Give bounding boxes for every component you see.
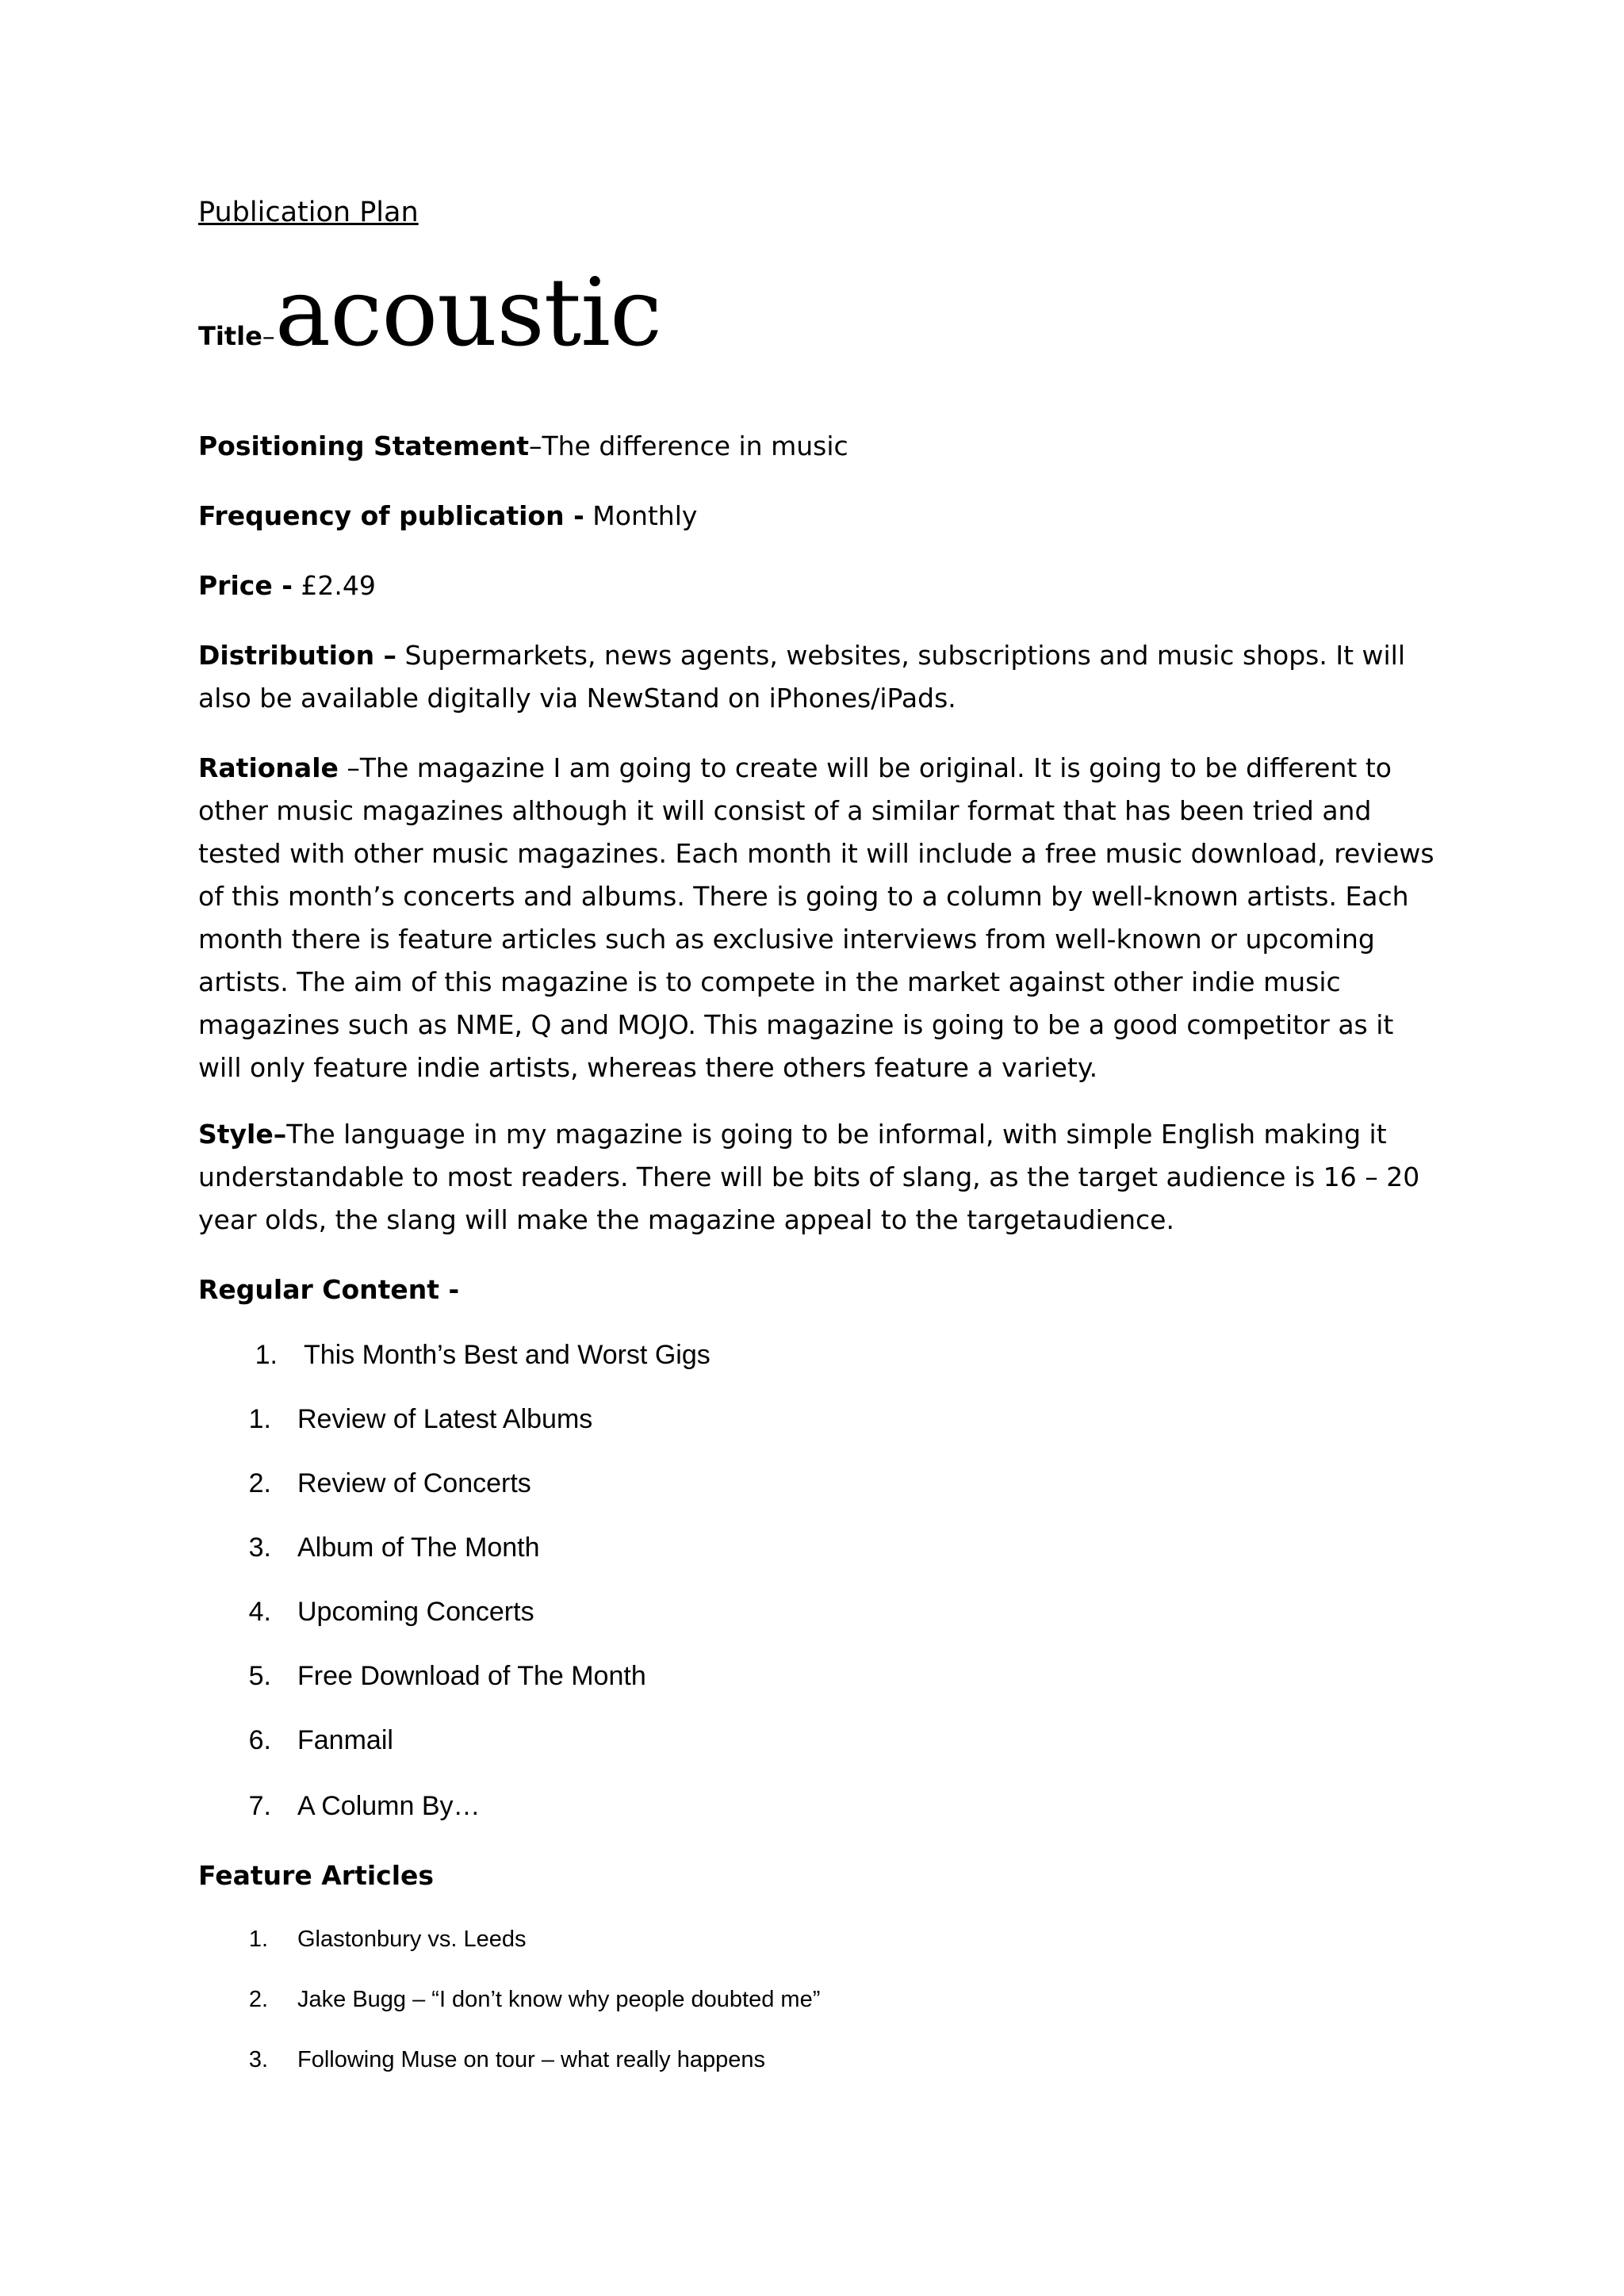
feature-articles-heading: Feature Articles bbox=[198, 1860, 435, 1891]
distribution-paragraph bbox=[198, 634, 1443, 720]
price-label: Price - bbox=[198, 570, 293, 601]
price-line bbox=[198, 564, 1443, 607]
magazine-title: acoustic bbox=[274, 258, 662, 367]
positioning-value: –The difference in music bbox=[528, 430, 848, 461]
distribution-value: Supermarkets, news agents, websites, subscriptions and music shops. It will also be available digitally via NewStand on iPhones/iPads. bbox=[198, 640, 1406, 714]
frequency-value: Monthly bbox=[584, 500, 698, 531]
positioning-statement bbox=[198, 425, 1443, 468]
rationale-label: Rationale bbox=[198, 752, 339, 783]
title-label: Title bbox=[198, 321, 262, 351]
style-value: The language in my magazine is going to be informal, with simple English making it understandable to most readers. There will be bits of slang, as the target audience is 16 – 20 year olds, the slang will make the magazine appeal to the targetaudience. bbox=[198, 1119, 1420, 1235]
frequency-label: Frequency of publication - bbox=[198, 500, 584, 531]
style-label: Style– bbox=[198, 1119, 287, 1150]
title-line bbox=[198, 258, 662, 367]
positioning-label: Positioning Statement bbox=[198, 430, 529, 461]
title-dash: – bbox=[262, 321, 275, 351]
price-value: £2.49 bbox=[292, 570, 376, 601]
rationale-value: –The magazine I am going to create will be original. It is going to be different to other music magazines although it will consist of a similar format that has been tried and tested with other music magazines. Each month it will include a free music download, reviews of this month’s concerts and albums. There is going to a column by well-known artists. Each month there is feature articles such as exclusive interviews from well-known or upcoming artists. The aim of this magazine is to compete in the market against other indie music magazines such as NME, Q and MOJO. This magazine is going to be a good competitor as it will only feature indie artists, whereas there others feature a variety. bbox=[198, 752, 1434, 1083]
distribution-label: Distribution – bbox=[198, 640, 397, 671]
style-paragraph bbox=[198, 1113, 1443, 1242]
document-page: Publication Plan Title–acoustic Positioning Statement–The difference in music Frequency of publication - Monthly Price - £2.49 Distribution – Supermarkets, news agents, websites, subscriptions and music shops. It will also be available digitally via NewStand on iPhones/iPads. Rationale –The magazine I am going to create will be original. It is going to be different to other music magazines although it will consist of a similar format that has been tried and tested with other music magazines. Each month it will include a free music download, reviews of this month’s concerts and albums. There is going to a column by well-known artists. Each month there is feature articles such as exclusive interviews from well-known or upcoming artists. The aim of this magazine is to compete in the market against other indie music magazines such as NME, Q and MOJO. This magazine is going to be a good competitor as it will only feature indie artists, whereas there others feature a variety. Style–The language in my magazine is going to be informal, with simple English making it understandable to most readers. There will be bits of slang, as the target audience is 16 – 20 year olds, the slang will make the magazine appeal to the targetaudience. Regular Content - 1. This Month’s Best and Worst Gigs 1. Review of Latest Albums 2. Review of Concerts 3. Album of The Month 4. Upcoming Concerts 5. Free Download of The Month 6. Fanmail 7. A Column By… Feature Articles 1. Glastonbury vs. Leeds 2. Jake Bugg – “I don’t know why people doubted me” 3. Following Muse on tour – what really happens bbox=[0, 0, 1624, 2296]
rationale-paragraph bbox=[198, 747, 1443, 1089]
frequency-line bbox=[198, 495, 1443, 538]
document-heading: Publication Plan bbox=[198, 197, 419, 228]
regular-content-heading: Regular Content - bbox=[198, 1274, 460, 1305]
